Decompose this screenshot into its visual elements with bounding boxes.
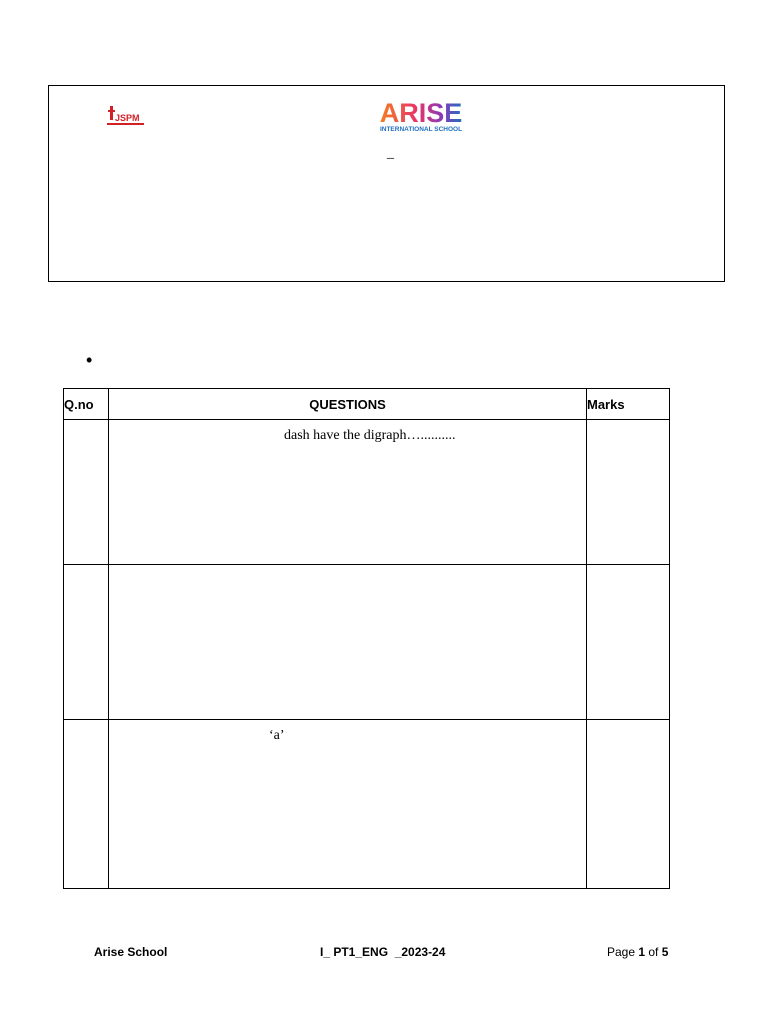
arise-logo-text: ARISE [379, 98, 463, 128]
footer-page-prefix: Page [607, 945, 639, 959]
table-row [64, 720, 670, 889]
column-header-qno: Q.no [64, 389, 109, 420]
arise-logo-subtext: INTERNATIONAL SCHOOL [379, 126, 463, 133]
question-cell [109, 420, 587, 565]
footer-school-name: Arise School [94, 945, 168, 959]
header-dash: _ [387, 146, 394, 161]
jspm-logo [106, 104, 146, 128]
question-text: ‘a’ [269, 728, 285, 743]
footer-exam-code: I_ PT1_ENG _2023-24 [320, 945, 446, 959]
table-row [64, 565, 670, 720]
question-cell [109, 565, 587, 720]
jspm-logo-text: JSPM [115, 113, 140, 123]
footer-page-middle: of [645, 945, 662, 959]
qno-cell [64, 420, 109, 565]
table-row [64, 420, 670, 565]
questions-table [63, 388, 670, 889]
marks-cell [587, 420, 670, 565]
qno-cell [64, 565, 109, 720]
marks-cell [587, 565, 670, 720]
arise-logo [360, 98, 482, 134]
bullet-point: • [86, 350, 93, 370]
column-header-marks: Marks [587, 389, 670, 420]
qno-cell [64, 720, 109, 889]
footer-page-number [607, 945, 668, 959]
table-header-row [64, 389, 670, 420]
column-header-questions: QUESTIONS [109, 389, 587, 420]
footer-page-current: 1 [638, 945, 646, 959]
question-text: dash have the digraph….......... [284, 428, 456, 443]
question-cell [109, 720, 587, 889]
marks-cell [587, 720, 670, 889]
header-box [48, 85, 725, 282]
footer-page-total: 5 [661, 945, 669, 959]
